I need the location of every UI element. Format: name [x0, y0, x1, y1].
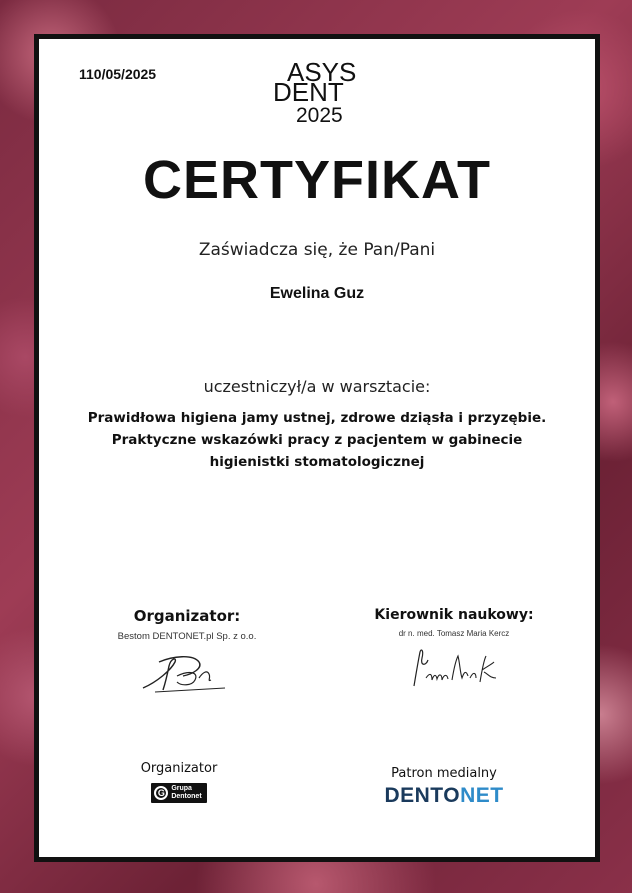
organizer-entity: Bestom DENTONET.pl Sp. z o.o.	[117, 631, 257, 642]
organizer-footer-label: Organizator	[140, 761, 218, 776]
logo-line-3: 2025	[296, 104, 343, 127]
scientific-lead-signature-block	[344, 607, 564, 694]
participation-text: uczestniczył/a w warsztacie:	[203, 377, 431, 396]
certificate-title: CERTYFIKAT	[143, 150, 491, 210]
dentonet-logo-part2: NET	[460, 784, 504, 807]
grupa-dentonet-text	[171, 785, 201, 801]
scientific-lead-heading: Kierownik naukowy:	[374, 607, 534, 623]
logo-line-1: ASYS	[287, 57, 357, 87]
scientific-lead-signature	[404, 644, 504, 694]
organizer-footer	[99, 761, 259, 803]
dentonet-logo-part1: DENTO	[384, 784, 461, 807]
certificate-intro: Zaświadcza się, że Pan/Pani	[198, 240, 436, 260]
workshop-title: Prawidłowa higiena jamy ustnej, zdrowe dziąsła i przyzębie. Praktyczne wskazówki pracy z pacjentem w gabinecie higienistki stomatologicznej	[87, 410, 547, 470]
media-patron-label: Patron medialny	[391, 766, 497, 781]
grupa-dentonet-logo	[151, 783, 206, 803]
participant-name: Ewelina Guz	[269, 285, 365, 302]
organizer-signature-block	[77, 607, 297, 696]
logo-line-2: DENT	[273, 77, 344, 107]
asysdent-logo	[269, 59, 369, 129]
certificate-page	[34, 34, 600, 862]
grupa-g-icon: G	[154, 786, 168, 800]
scientific-lead-entity: dr n. med. Tomasz Maria Kercz	[398, 629, 510, 638]
organizer-heading: Organizator:	[133, 607, 241, 625]
media-patron-footer	[364, 766, 524, 808]
dentonet-logo	[364, 784, 524, 808]
dentonet-text: Dentonet	[171, 793, 202, 800]
organizer-signature	[137, 648, 237, 696]
grupa-text: Grupa	[171, 785, 192, 792]
certificate-number: 110/05/2025	[79, 66, 157, 82]
